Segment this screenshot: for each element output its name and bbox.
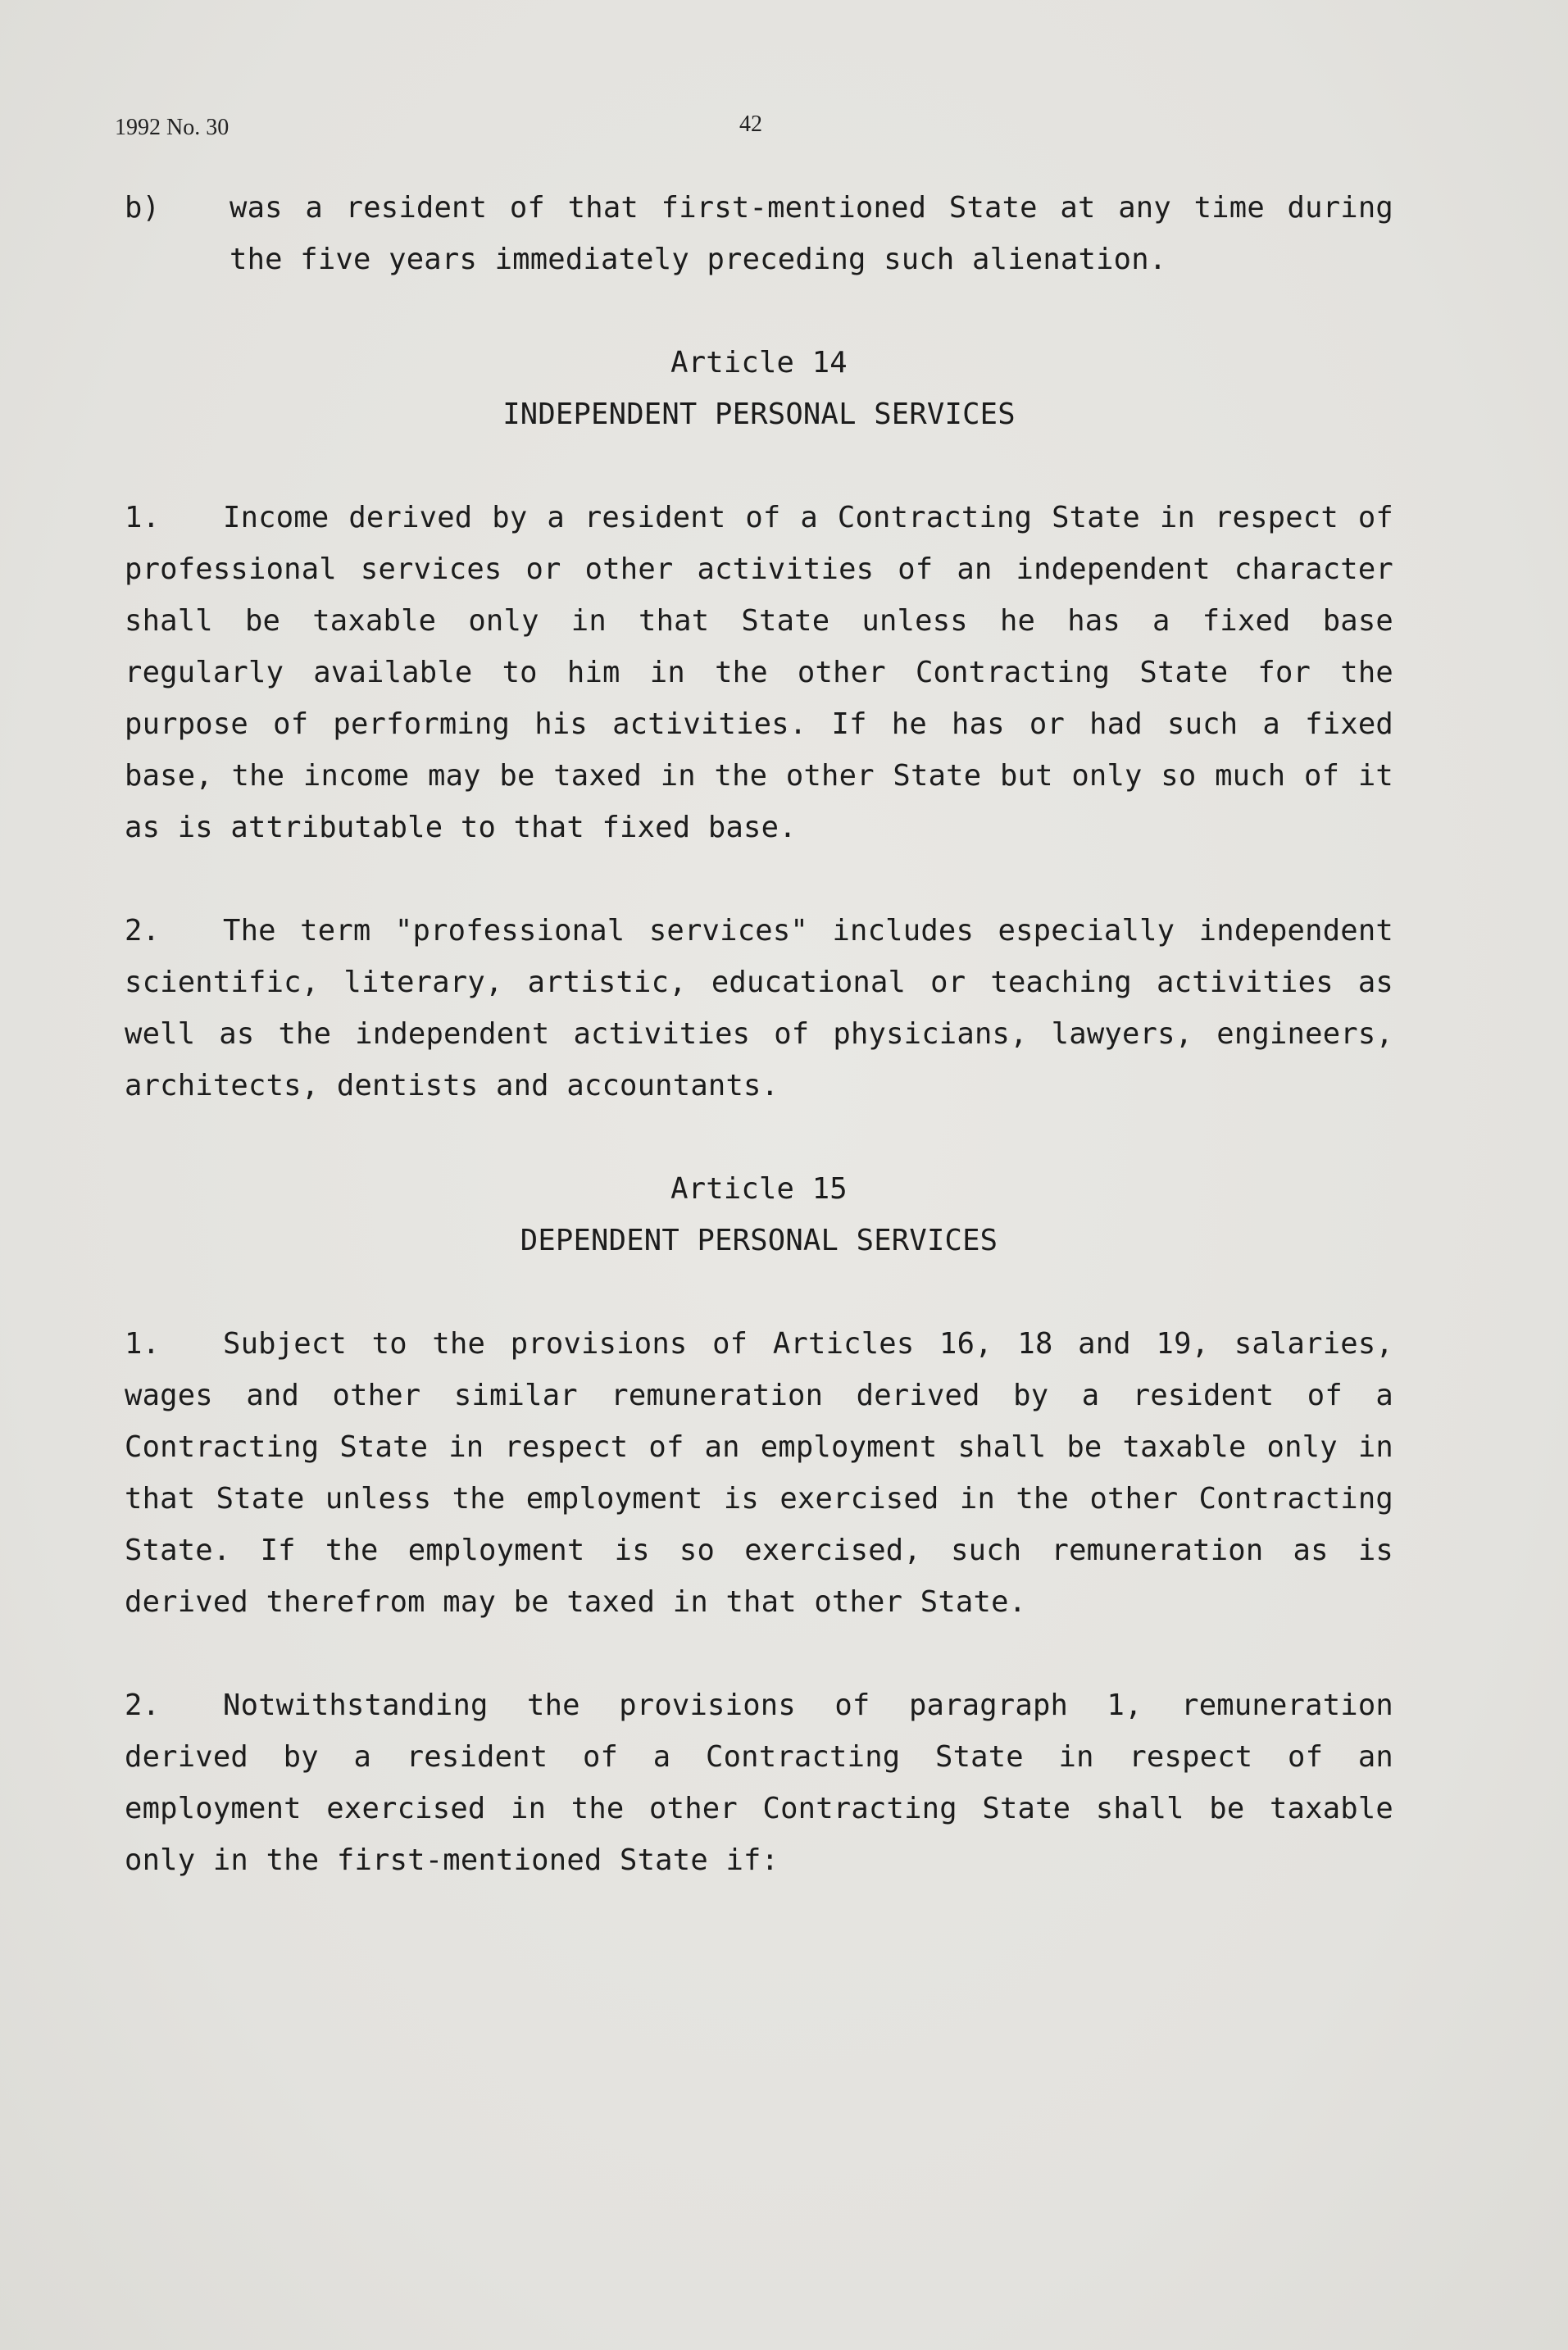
article-14-paragraph-1 (125, 492, 1393, 853)
paragraph-number: 1. (125, 1327, 161, 1361)
paragraph-text: Subject to the provisions of Articles 16, 18 and 19, salaries, wages and other similar remuneration derived by a resident of a Contracting State in respect of an employment shall be taxable only in that State unless the employment is exercised in the other Contracting State. If the employment is so exercised, such remuneration as is derived therefrom may be taxed in that other State. (125, 1327, 1393, 1619)
article-15-subtitle: DEPENDENT PERSONAL SERVICES (520, 1224, 998, 1257)
document-body (125, 182, 1393, 1886)
paragraph-number: 1. (125, 501, 161, 534)
document-reference: 1992 No. 30 (115, 115, 230, 140)
article-15-paragraph-1 (125, 1318, 1393, 1628)
item-text: was a resident of that first-mentioned State at any time during the five years immediately preceding such alienation. (230, 191, 1393, 276)
page-header (115, 111, 1459, 148)
article-14-title: Article 14 (670, 346, 848, 380)
continuation-item (125, 182, 1393, 285)
article-15-paragraph-2 (125, 1680, 1393, 1886)
paragraph-number: 2. (125, 1689, 161, 1722)
paragraph-text: The term "professional services" includes especially independent scientific, literary, artistic, educational or teaching activities as well as the independent activities of physicians, lawyers, engineers, architects, dentists and accountants. (125, 914, 1393, 1102)
item-label: b) (125, 191, 161, 225)
paragraph-number: 2. (125, 914, 161, 948)
page-number: 42 (739, 111, 762, 137)
article-14-subtitle: INDEPENDENT PERSONAL SERVICES (502, 398, 1016, 431)
article-14-paragraph-2 (125, 905, 1393, 1111)
paragraph-text: Income derived by a resident of a Contracting State in respect of professional services or other activities of an independent character shall be taxable only in that State unless he has a fixed base regularly available to him in the other Contracting State for the purpose of performing his activities. If he has or had such a fixed base, the income may be taxed in the other State but only so much of it as is attributable to that fixed base. (125, 501, 1393, 844)
article-15-title: Article 15 (670, 1172, 848, 1206)
paragraph-text: Notwithstanding the provisions of paragraph 1, remuneration derived by a resident of a Contracting State in respect of an employment exercised in the other Contracting State shall be taxable only in the first-mentioned State if: (125, 1689, 1393, 1877)
